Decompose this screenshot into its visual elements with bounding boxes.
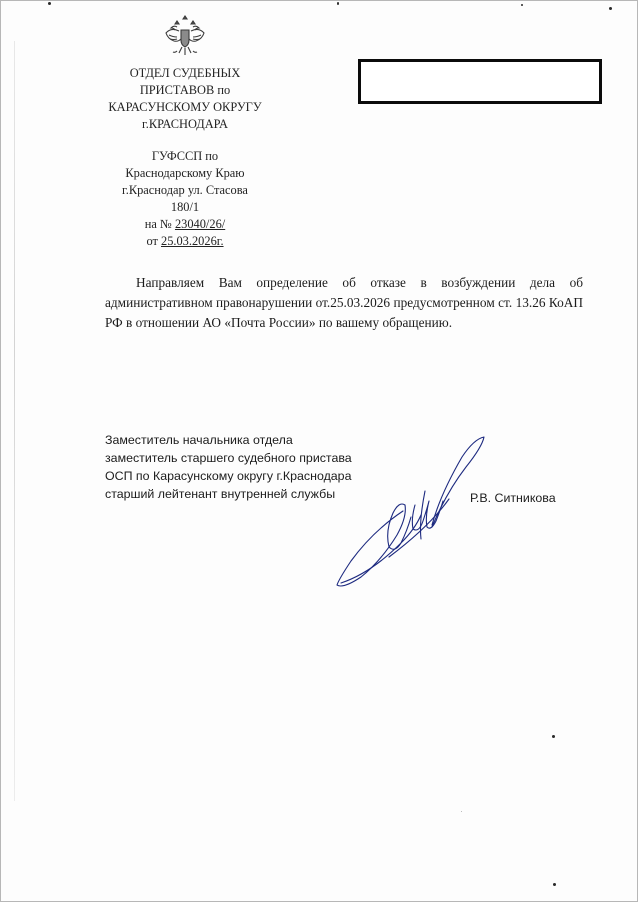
- signer-position-line: заместитель старшего судебного пристава: [105, 451, 352, 465]
- letterhead: [97, 65, 273, 250]
- body-paragraph: Направляем Вам определение об отказе в возбуждении дела об административном правонарушении от.25.03.2026 предусмотренном ст. 13.26 КоАП РФ в отношении АО «Почта России» по вашему обращению.: [105, 275, 583, 330]
- scan-speck: [609, 7, 612, 10]
- letterhead-address-line: 180/1: [170, 200, 200, 214]
- scan-speck: [553, 883, 556, 886]
- scan-speck: [48, 2, 51, 5]
- double-headed-eagle-emblem-icon: [163, 15, 207, 59]
- letterhead-gap: [97, 133, 273, 148]
- signer-rank-line: старший лейтенант внутренней службы: [105, 487, 336, 501]
- scan-speck: [461, 811, 462, 812]
- handwritten-signature: [329, 433, 505, 593]
- letterhead-address-line: г.Краснодар ул. Стасова: [122, 183, 248, 197]
- signer-position-line: Заместитель начальника отдела: [105, 433, 293, 447]
- reference-date-prefix: от: [146, 234, 158, 248]
- scan-speck: [337, 2, 339, 5]
- scan-speck: [552, 735, 555, 738]
- signer-name: Р.В. Ситникова: [470, 491, 556, 505]
- letterhead-city-line: г.КРАСНОДАРА: [142, 117, 228, 131]
- reference-number-value: 23040/26/: [174, 217, 226, 231]
- letterhead-dept-line: ПРИСТАВОВ по: [139, 83, 231, 97]
- redacted-recipient-box: [358, 59, 602, 104]
- letterhead-agency-line: ГУФССП по: [151, 149, 219, 163]
- reference-date-value: 25.03.2026г.: [161, 234, 224, 248]
- letterhead-dept-line: ОТДЕЛ СУДЕБНЫХ: [129, 66, 241, 80]
- reference-date-row: [97, 233, 273, 250]
- scan-speck: [521, 4, 523, 6]
- letterhead-agency-line: Краснодарскому Краю: [125, 166, 245, 180]
- signer-position-line: ОСП по Карасунскому округу г.Краснодара: [105, 469, 352, 483]
- reference-number-row: [97, 216, 273, 233]
- scan-edge-line: [14, 41, 15, 801]
- letterhead-dept-line: КАРАСУНСКОМУ ОКРУГУ: [108, 100, 262, 114]
- reference-number-prefix: на №: [144, 217, 172, 231]
